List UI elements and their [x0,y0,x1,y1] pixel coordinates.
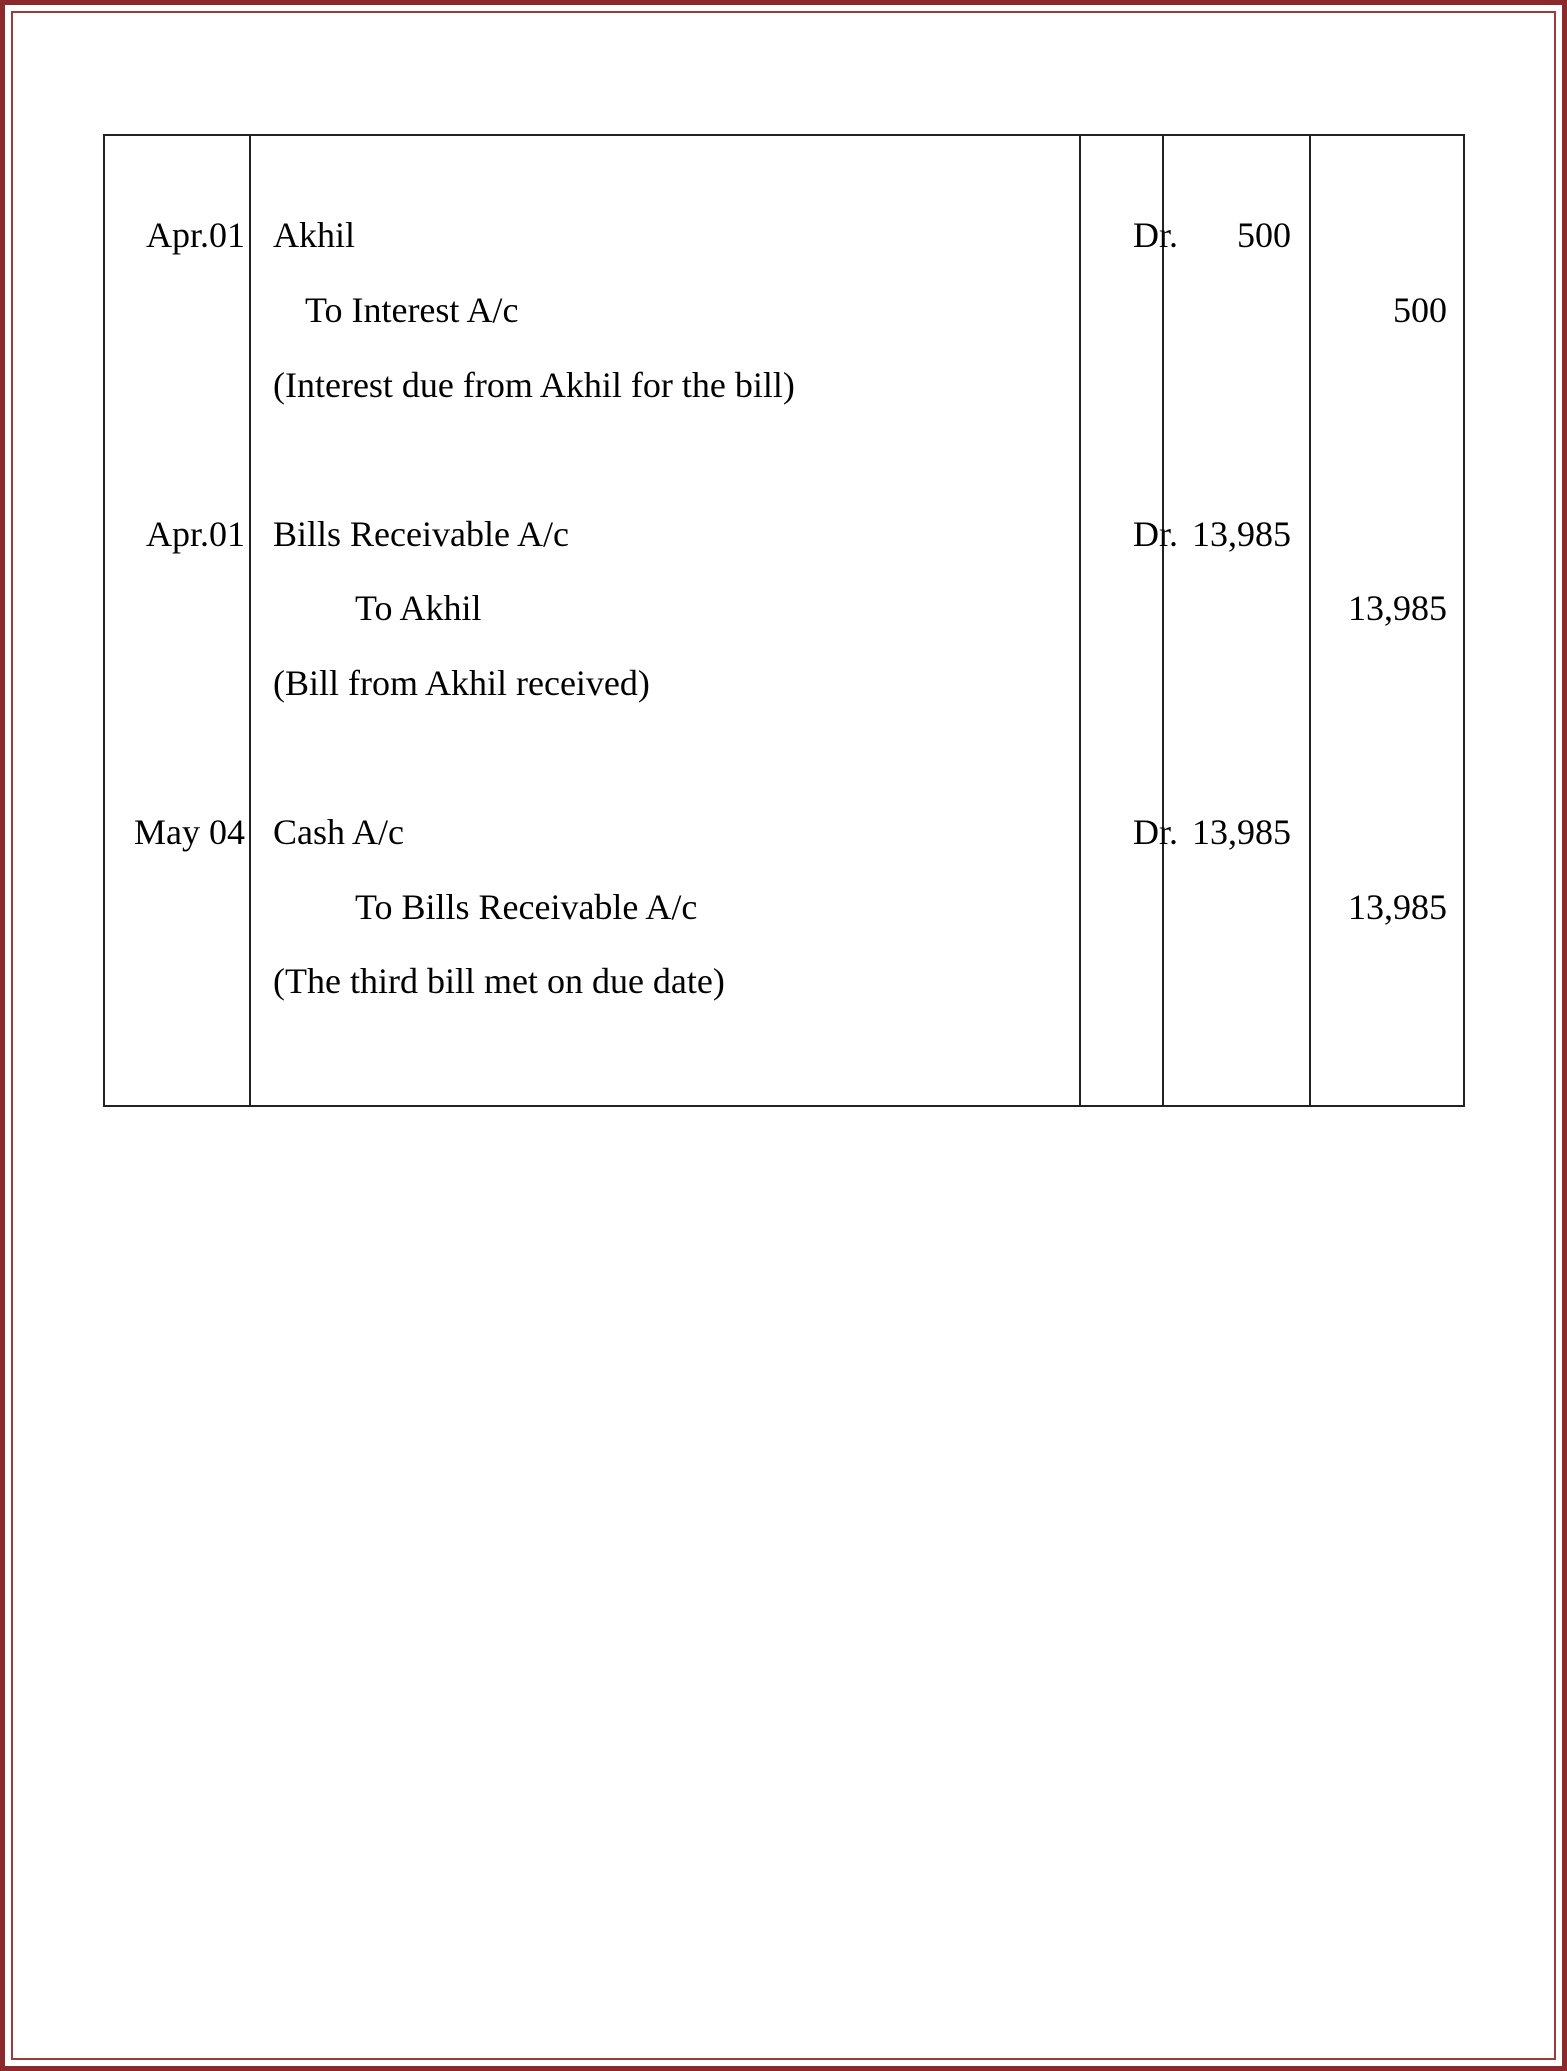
journal-table [103,134,1465,1107]
debit-account: Cash A/c [273,812,404,852]
dr-label: Dr. [1133,514,1178,554]
credit-amount: 13,985 [1348,588,1447,628]
debit-account: Bills Receivable A/c [273,514,569,554]
debit-amount: 500 [1237,215,1291,255]
column-divider-lf [1162,136,1164,1105]
credit-account: To Bills Receivable A/c [355,887,698,927]
debit-amount: 13,985 [1192,812,1291,852]
debit-account: Akhil [273,215,356,255]
entry-date: Apr.01 [146,514,245,554]
credit-account: To Interest A/c [305,290,519,330]
column-divider-debit [1309,136,1311,1105]
narration: (Bill from Akhil received) [273,663,650,703]
dr-label: Dr. [1133,812,1178,852]
credit-amount: 13,985 [1348,887,1447,927]
narration: (The third bill met on due date) [273,961,725,1001]
debit-amount: 13,985 [1192,514,1291,554]
entry-date: May 04 [134,812,245,852]
entry-date: Apr.01 [146,215,245,255]
dr-label: Dr. [1133,215,1178,255]
credit-amount: 500 [1393,290,1447,330]
column-divider-particulars [1079,136,1081,1105]
column-divider-date [249,136,251,1105]
narration: (Interest due from Akhil for the bill) [273,365,795,405]
credit-account: To Akhil [355,588,482,628]
